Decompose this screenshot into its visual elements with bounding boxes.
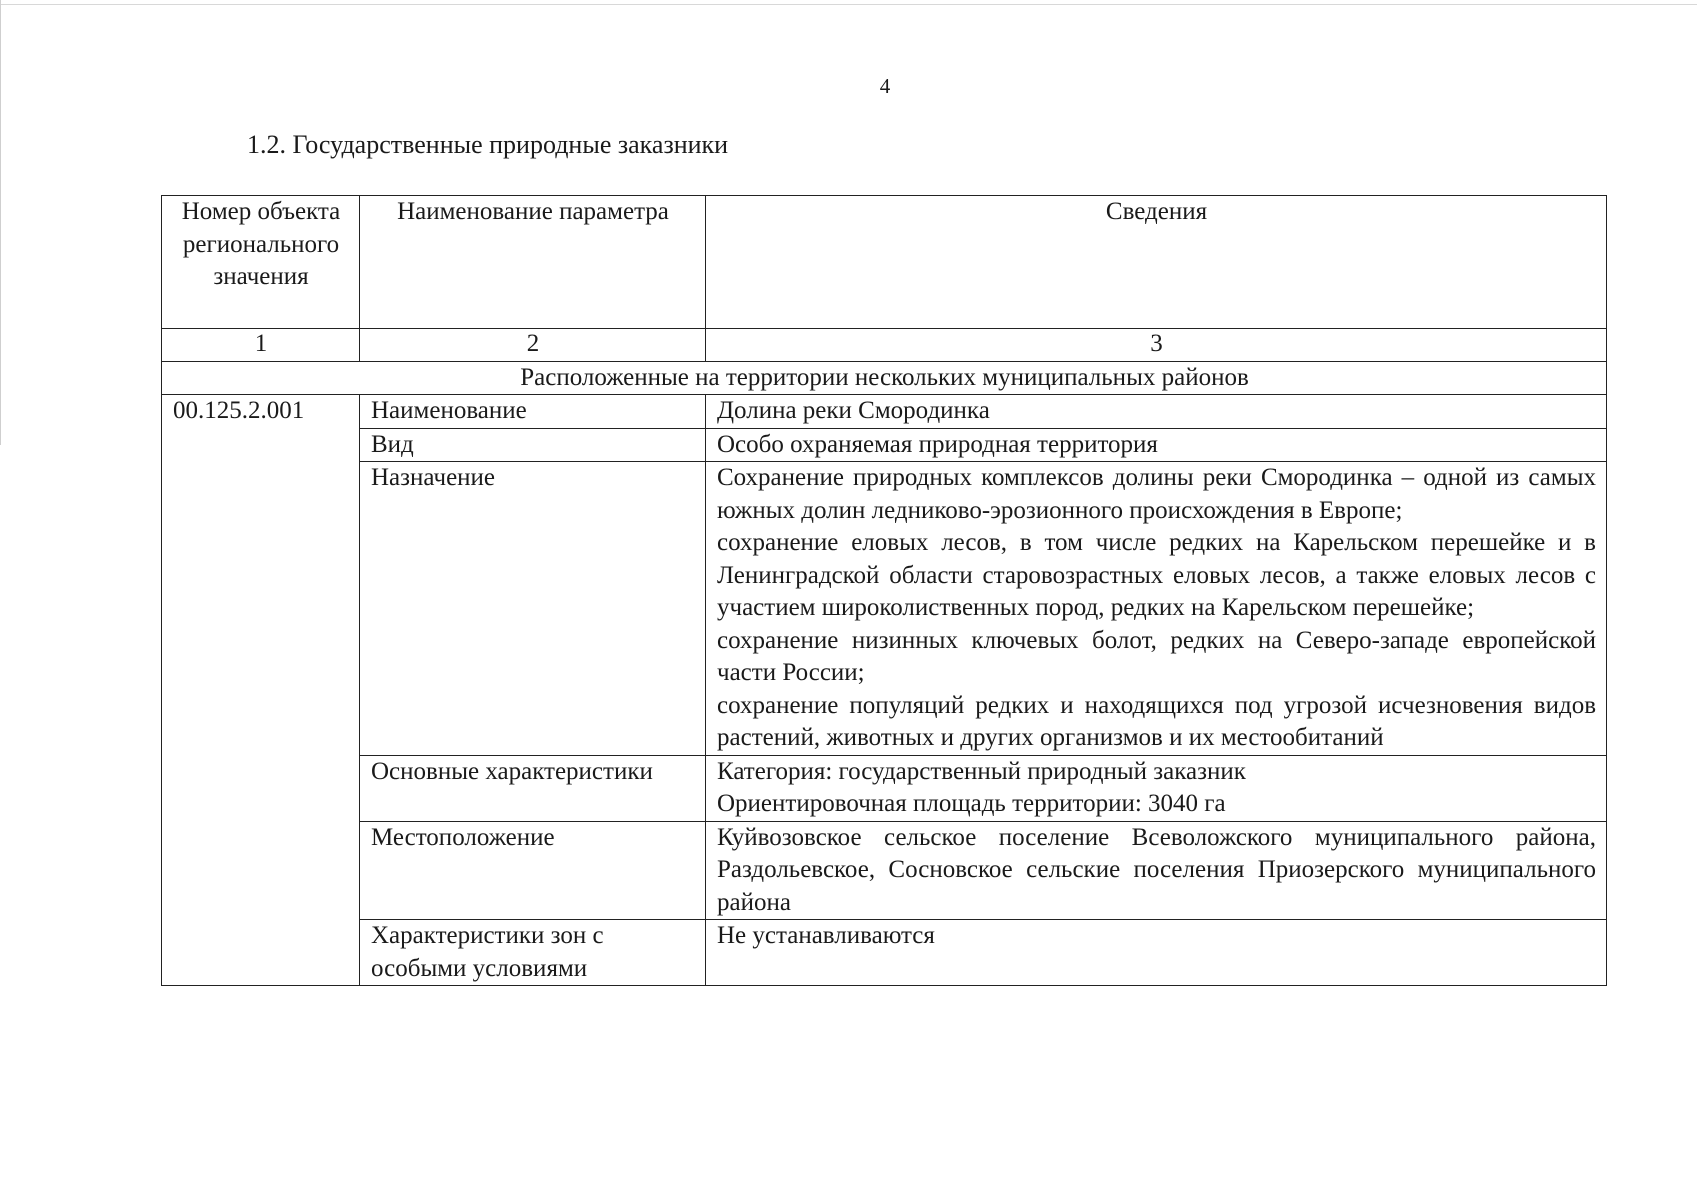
value-paragraph: Категория: государственный природный заказник — [717, 757, 1246, 785]
table-row — [162, 821, 1607, 920]
column-number-1: 1 — [162, 329, 360, 362]
header-details: Сведения — [706, 196, 1607, 329]
table-header-row — [162, 196, 1607, 329]
param-value — [706, 821, 1607, 920]
column-number-3: 3 — [706, 329, 1607, 362]
group-title: Расположенные на территории нескольких муниципальных районов — [162, 362, 1607, 395]
param-value — [706, 462, 1607, 756]
table-row — [162, 462, 1607, 756]
param-value — [706, 395, 1607, 429]
table-row — [162, 920, 1607, 986]
header-object-number: Номер объекта регионального значения — [162, 196, 360, 329]
param-name: Характеристики зон с особыми условиями — [360, 920, 706, 986]
section-title: 1.2. Государственные природные заказники — [247, 130, 729, 159]
param-value — [706, 920, 1607, 986]
column-number-2: 2 — [360, 329, 706, 362]
table-row — [162, 395, 1607, 429]
value-paragraph: Особо охраняемая природная территория — [717, 430, 1158, 458]
param-name: Вид — [360, 428, 706, 462]
value-paragraph: Долина реки Смородинка — [717, 397, 990, 424]
column-number-row — [162, 329, 1607, 362]
value-paragraph: Ориентировочная площадь территории: 3040 га — [717, 790, 1226, 817]
value-paragraph: Не устанавливаются — [717, 922, 935, 949]
object-number: 00.125.2.001 — [162, 395, 360, 986]
param-name: Назначение — [360, 462, 706, 756]
table-row — [162, 428, 1607, 462]
param-name: Местоположение — [360, 821, 706, 920]
value-paragraph: Куйвозовское сельское поселение Всеволожского муниципального района, Раздольевское, Сосновское сельские поселения Приозерского муниципального района — [717, 823, 1596, 916]
value-paragraph: сохранение еловых лесов, в том числе редких на Карельском перешейке и в Ленинградской области старовозрастных еловых лесов, а также еловых лесов с участием широколиственных пород, редких на Карельском перешейке; — [717, 529, 1596, 621]
header-parameter-name: Наименование параметра — [360, 196, 706, 329]
table-row — [162, 755, 1607, 821]
scan-edge-top — [0, 4, 1697, 5]
value-paragraph: Сохранение природных комплексов долины реки Смородинка – одной из самых южных долин ледниково-эрозионного происхождения в Европе; — [717, 464, 1596, 524]
value-paragraph: сохранение популяций редких и находящихся под угрозой исчезновения видов растений, животных и других организмов и их местообитаний — [717, 691, 1596, 751]
param-value — [706, 428, 1607, 462]
param-value — [706, 755, 1607, 821]
group-row — [162, 362, 1607, 395]
param-name: Наименование — [360, 395, 706, 429]
scan-edge-left — [0, 0, 1, 445]
reserves-table — [161, 195, 1607, 986]
param-name: Основные характеристики — [360, 755, 706, 821]
value-paragraph: сохранение низинных ключевых болот, редких на Северо-западе европейской части России; — [717, 626, 1596, 686]
page-number: 4 — [879, 74, 891, 98]
